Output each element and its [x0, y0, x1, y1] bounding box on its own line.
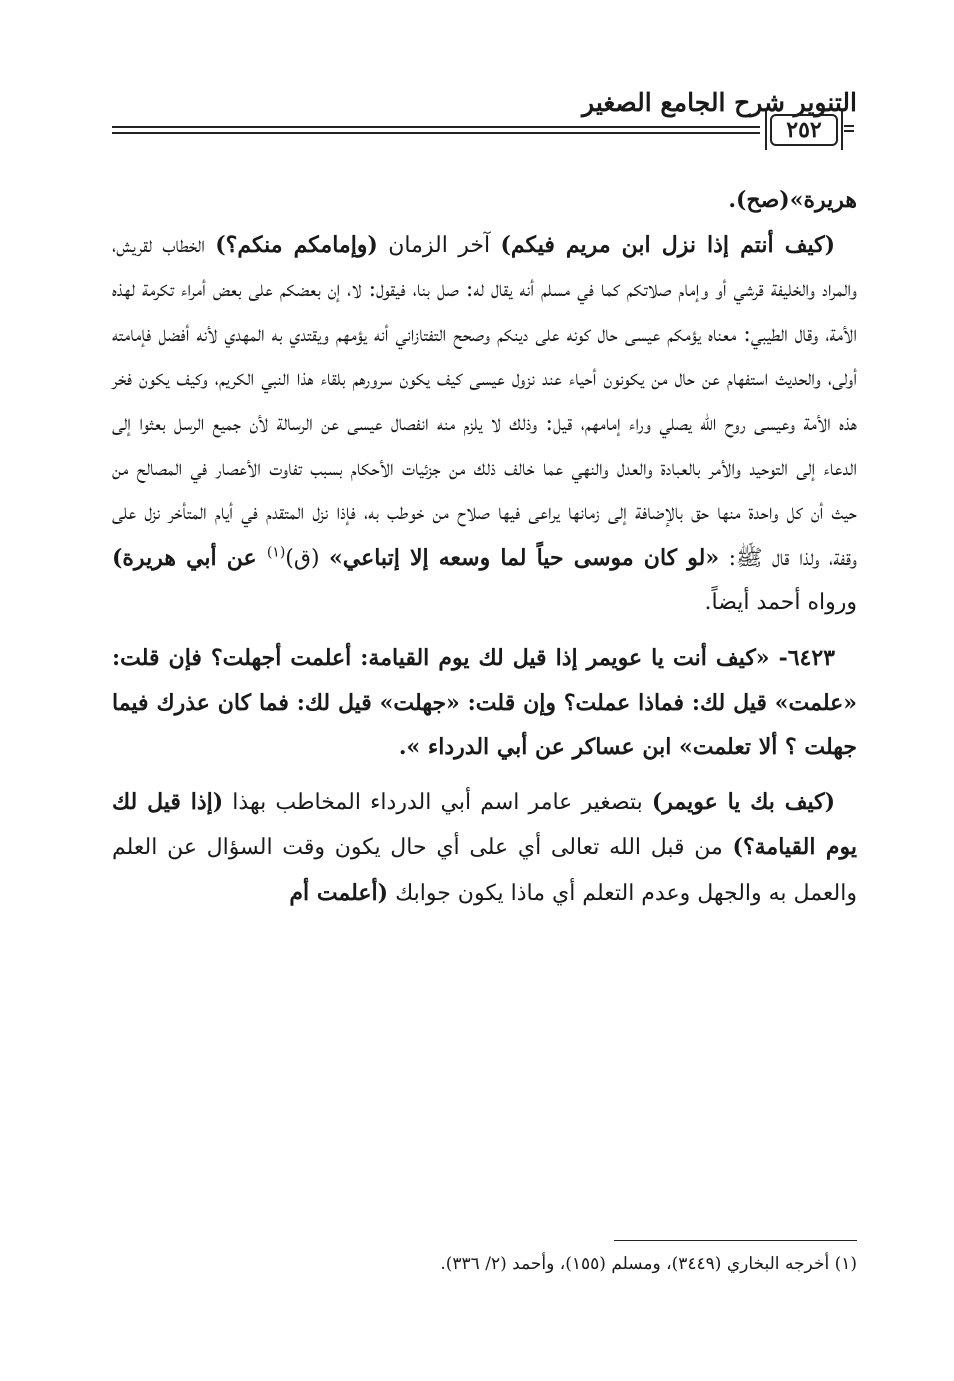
- commentary: آخر الزمان: [377, 232, 501, 258]
- header-rule-double: [112, 132, 760, 134]
- footnote: (١) أخرجه البخاري (٣٤٤٩)، ومسلم (١٥٥)، وأحمد (٢/ ٣٣٦).: [440, 1254, 857, 1274]
- main-text: [112, 178, 857, 917]
- hadith-quote: (وإمامكم منكم؟): [215, 231, 378, 258]
- header-ornament: [844, 120, 854, 134]
- paragraph-2: [112, 223, 857, 626]
- footnote-ref[interactable]: (١): [266, 544, 286, 561]
- hadith-quote: (كيف أنتم إذا نزل ابن مريم فيكم): [500, 231, 835, 258]
- commentary: بتصغير عامر اسم أبي الدرداء المخاطب بهذا: [223, 789, 652, 815]
- footnote-separator: [614, 1240, 857, 1241]
- paragraph-1: هريرة»(صح).: [728, 187, 857, 213]
- source-code: (ق): [285, 545, 330, 571]
- paragraph-4: [112, 780, 857, 917]
- page-number: ٢٥٢: [770, 114, 838, 146]
- hadith-quote: (كيف بك يا عويمر): [651, 788, 835, 815]
- book-title: التنوير شرح الجامع الصغير: [582, 88, 857, 117]
- hadith-quote: «لو كان موسى حياً لما وسعه إلا إتباعي»: [329, 544, 720, 571]
- commentary: الخطاب لقريش، والمراد والخليفة قرشي أو وإمام صلاتكم كما في مسلم أنه يقال له: صل بنا، فيقول: لا، إن بعضكم على بعض أمراء تكرمة لهذه الأمة، وقال الطيبي: معناه يؤمكم عيسى حال كونه على دينكم وصحح التفتازاني أنه يؤمهم ويقتدي به المهدي لأنه أفضل فإمامته أولى، والحديث استفهام عن حال من يكونون أحياء عند نزول عيسى كيف يكون سرورهم بلقاء هذا النبي الكريم، وكيف يكون فخر هذه الأمة وعيسى روح الله يصلي وراء إمامهم، قيل: وذلك لا يلزم منه انفصال عيسى عن الرسالة لأن جميع الرسل بعثوا إلى الدعاء إلى التوحيد والأمر بالعبادة والعدل والنهي عما خالف ذلك من جزئيات الأحكام بسبب تفاوت الأعصار في المصالح من حيث أن كل واحدة منها حق بالإضافة إلى زمانها يراعى فيها صلاح من خوطب به، فإذا نزل المتقدم في أيام المتأخر نزل على وقفة، ولذا قال ﷺ:: [112, 232, 857, 571]
- hadith-6423: [112, 636, 857, 770]
- commentary: ورواه أحمد أيضاً.: [704, 590, 857, 616]
- page-header: [112, 82, 857, 172]
- hadith-text: ٦٤٢٣- «كيف أنت يا عويمر إذا قيل لك يوم القيامة: أعلمت أجهلت؟ فإن قلت: «علمت» قيل لك: فماذا عملت؟ وإن قلت: «جهلت» قيل لك: فما كان عذرك فيما جهلت ؟ ألا تعلمت» ابن عساكر عن أبي الدرداء ».: [112, 644, 857, 761]
- commentary: من قبل الله تعالى أي على أي حال يكون وقت السؤال عن العلم والعمل به والجهل وعدم التعلم أي ماذا يكون جوابك: [112, 835, 857, 906]
- hadith-quote: (إذا قيل لك يوم القيامة؟): [112, 788, 857, 861]
- narrator: عن أبي هريرة): [112, 544, 267, 571]
- hadith-quote: (أعلمت أم: [289, 879, 389, 906]
- header-rule: [112, 126, 760, 128]
